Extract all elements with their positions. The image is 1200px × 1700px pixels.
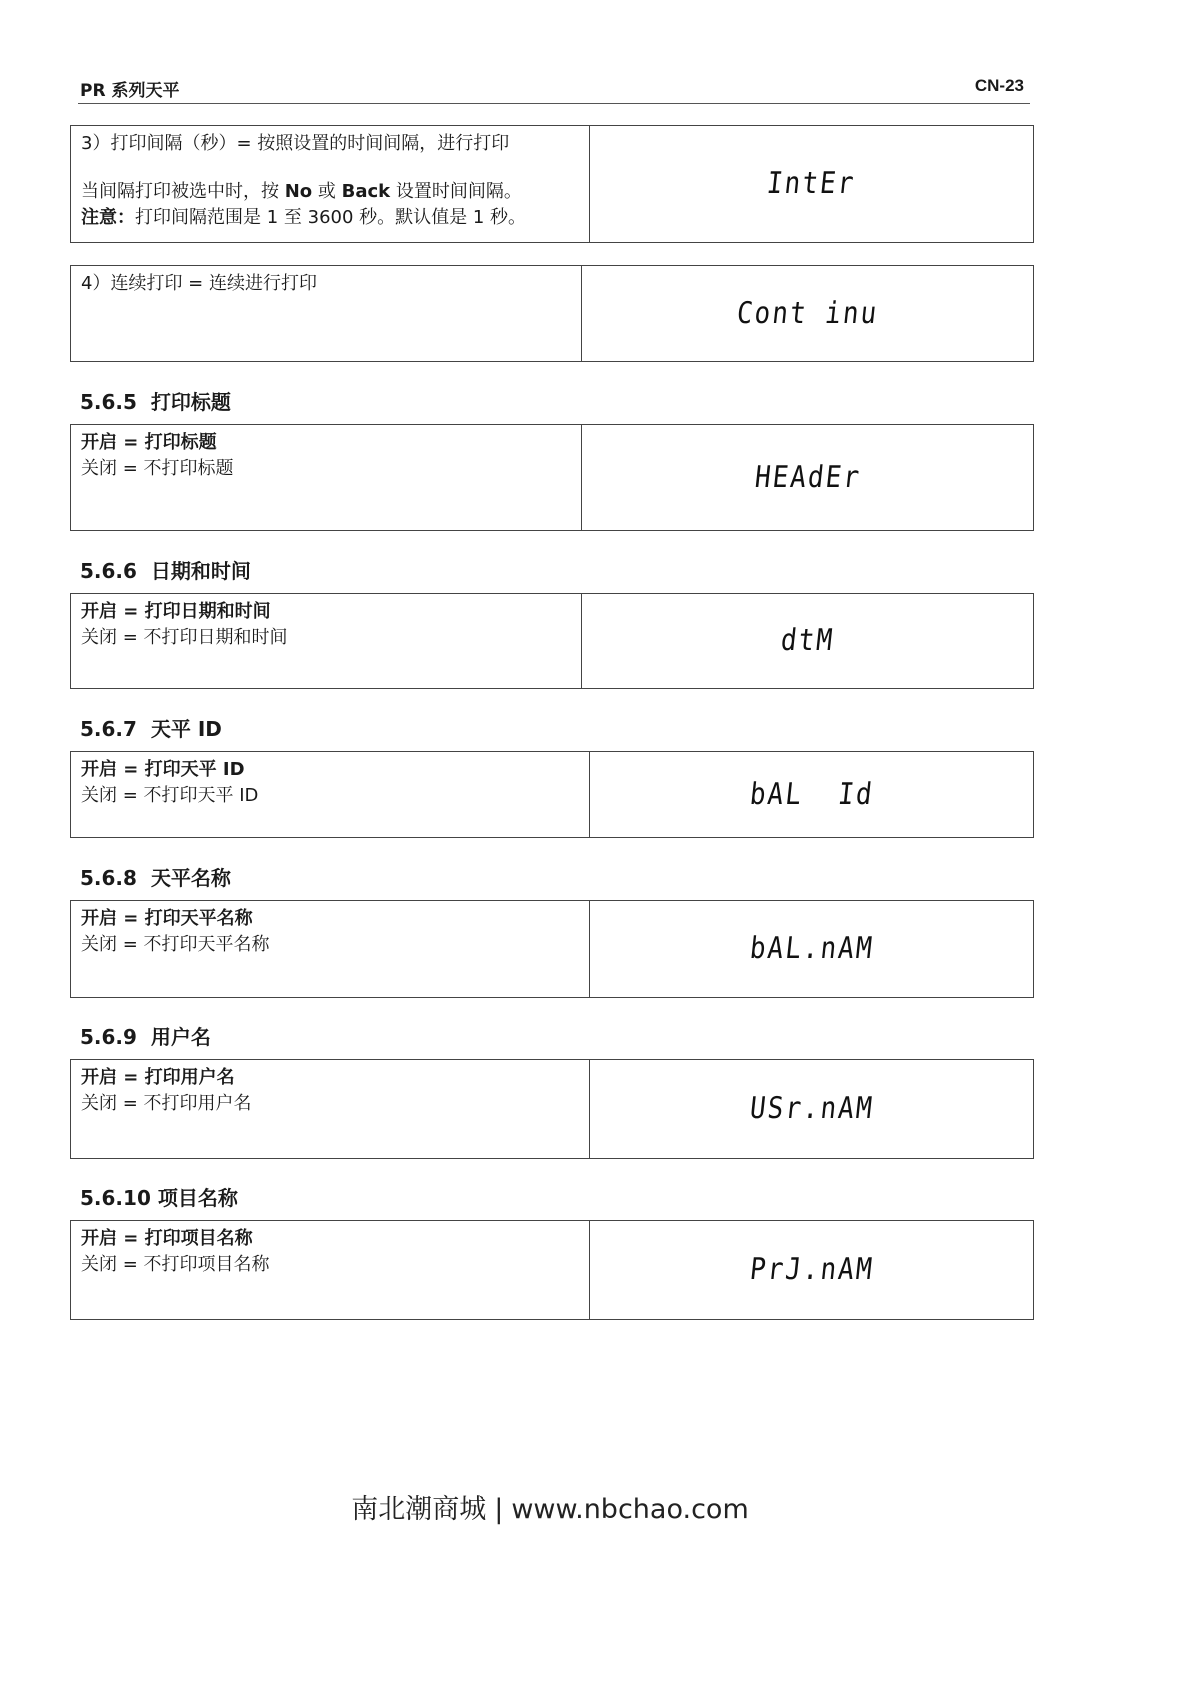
lcd-display-dtm: dtM xyxy=(779,623,836,659)
lcd-display-inter: IntEr xyxy=(765,166,858,202)
footer-url[interactable]: www.nbchao.com xyxy=(511,1494,749,1525)
interval-display-cell xyxy=(590,126,1033,242)
lcd-display-prj-name: PrJ.nAM xyxy=(747,1252,876,1288)
display-cell-balance-id xyxy=(590,752,1033,837)
option-on: 开启 = 打印天平 ID xyxy=(81,759,245,780)
section-title-datetime: 5.6.6 日期和时间 xyxy=(80,559,251,583)
option-box-user-name xyxy=(70,1059,1034,1159)
lcd-display-bal-id: bAL Id xyxy=(747,777,876,812)
display-cell-balance-name xyxy=(590,901,1033,997)
option-text-datetime xyxy=(71,594,582,688)
option-box-datetime xyxy=(70,593,1034,689)
interval-line-1: 3）打印间隔（秒）= 按照设置的时间间隔，进行打印 xyxy=(81,133,510,154)
section-title-project-name: 5.6.10 项目名称 xyxy=(80,1186,238,1210)
option-box-balance-name xyxy=(70,900,1034,998)
display-cell-user-name xyxy=(590,1060,1033,1158)
lcd-display-header: HEAdEr xyxy=(752,460,863,495)
option-on: 开启 = 打印天平名称 xyxy=(81,908,253,929)
footer-site: 南北潮商城 xyxy=(351,1494,487,1525)
option-off: 关闭 = 不打印日期和时间 xyxy=(81,627,288,648)
section-title-header: 5.6.5 打印标题 xyxy=(80,390,231,414)
interval-description xyxy=(71,126,590,242)
option-text-header xyxy=(71,425,582,530)
option-on: 开启 = 打印用户名 xyxy=(81,1067,235,1088)
header-divider xyxy=(78,103,1030,104)
option-text-balance-name xyxy=(71,901,590,997)
display-cell-datetime xyxy=(582,594,1033,688)
option-off: 关闭 = 不打印天平名称 xyxy=(81,934,270,955)
display-cell-header xyxy=(582,425,1033,530)
lcd-display-bal-name: bAL.nAM xyxy=(747,931,876,967)
interval-line-2: 当间隔打印被选中时，按 No 或 Back 设置时间间隔。 xyxy=(81,181,522,202)
option-box-project-name xyxy=(70,1220,1034,1320)
option-text-balance-id xyxy=(71,752,590,837)
section-title-balance-name: 5.6.8 天平名称 xyxy=(80,866,231,890)
option-off: 关闭 = 不打印项目名称 xyxy=(81,1254,270,1275)
option-box-header xyxy=(70,424,1034,531)
option-on: 开启 = 打印标题 xyxy=(81,432,217,453)
option-off: 关闭 = 不打印标题 xyxy=(81,458,234,479)
option-text-user-name xyxy=(71,1060,590,1158)
document-header-title: PR 系列天平 xyxy=(80,81,180,101)
footer-separator: | xyxy=(494,1494,504,1525)
continuous-description xyxy=(71,266,582,361)
option-text-project-name xyxy=(71,1221,590,1319)
display-cell-project-name xyxy=(590,1221,1033,1319)
option-on: 开启 = 打印项目名称 xyxy=(81,1228,253,1249)
option-on: 开启 = 打印日期和时间 xyxy=(81,601,271,622)
option-box-balance-id xyxy=(70,751,1034,838)
lcd-display-continu: Cont inu xyxy=(735,296,880,331)
section-title-user-name: 5.6.9 用户名 xyxy=(80,1025,211,1049)
option-off: 关闭 = 不打印用户名 xyxy=(81,1093,252,1114)
continuous-line-1: 4）连续打印 = 连续进行打印 xyxy=(81,273,317,294)
lcd-display-usr-name: USr.nAM xyxy=(747,1091,876,1127)
interval-note: 注意：打印间隔范围是 1 至 3600 秒。默认值是 1 秒。 xyxy=(81,207,527,228)
footer-watermark xyxy=(0,1487,1100,1526)
option-off: 关闭 = 不打印天平 ID xyxy=(81,785,259,806)
continuous-display-cell xyxy=(582,266,1033,361)
interval-print-box xyxy=(70,125,1034,243)
continuous-print-box xyxy=(70,265,1034,362)
page-number: CN-23 xyxy=(974,76,1024,95)
section-title-balance-id: 5.6.7 天平 ID xyxy=(80,717,222,741)
